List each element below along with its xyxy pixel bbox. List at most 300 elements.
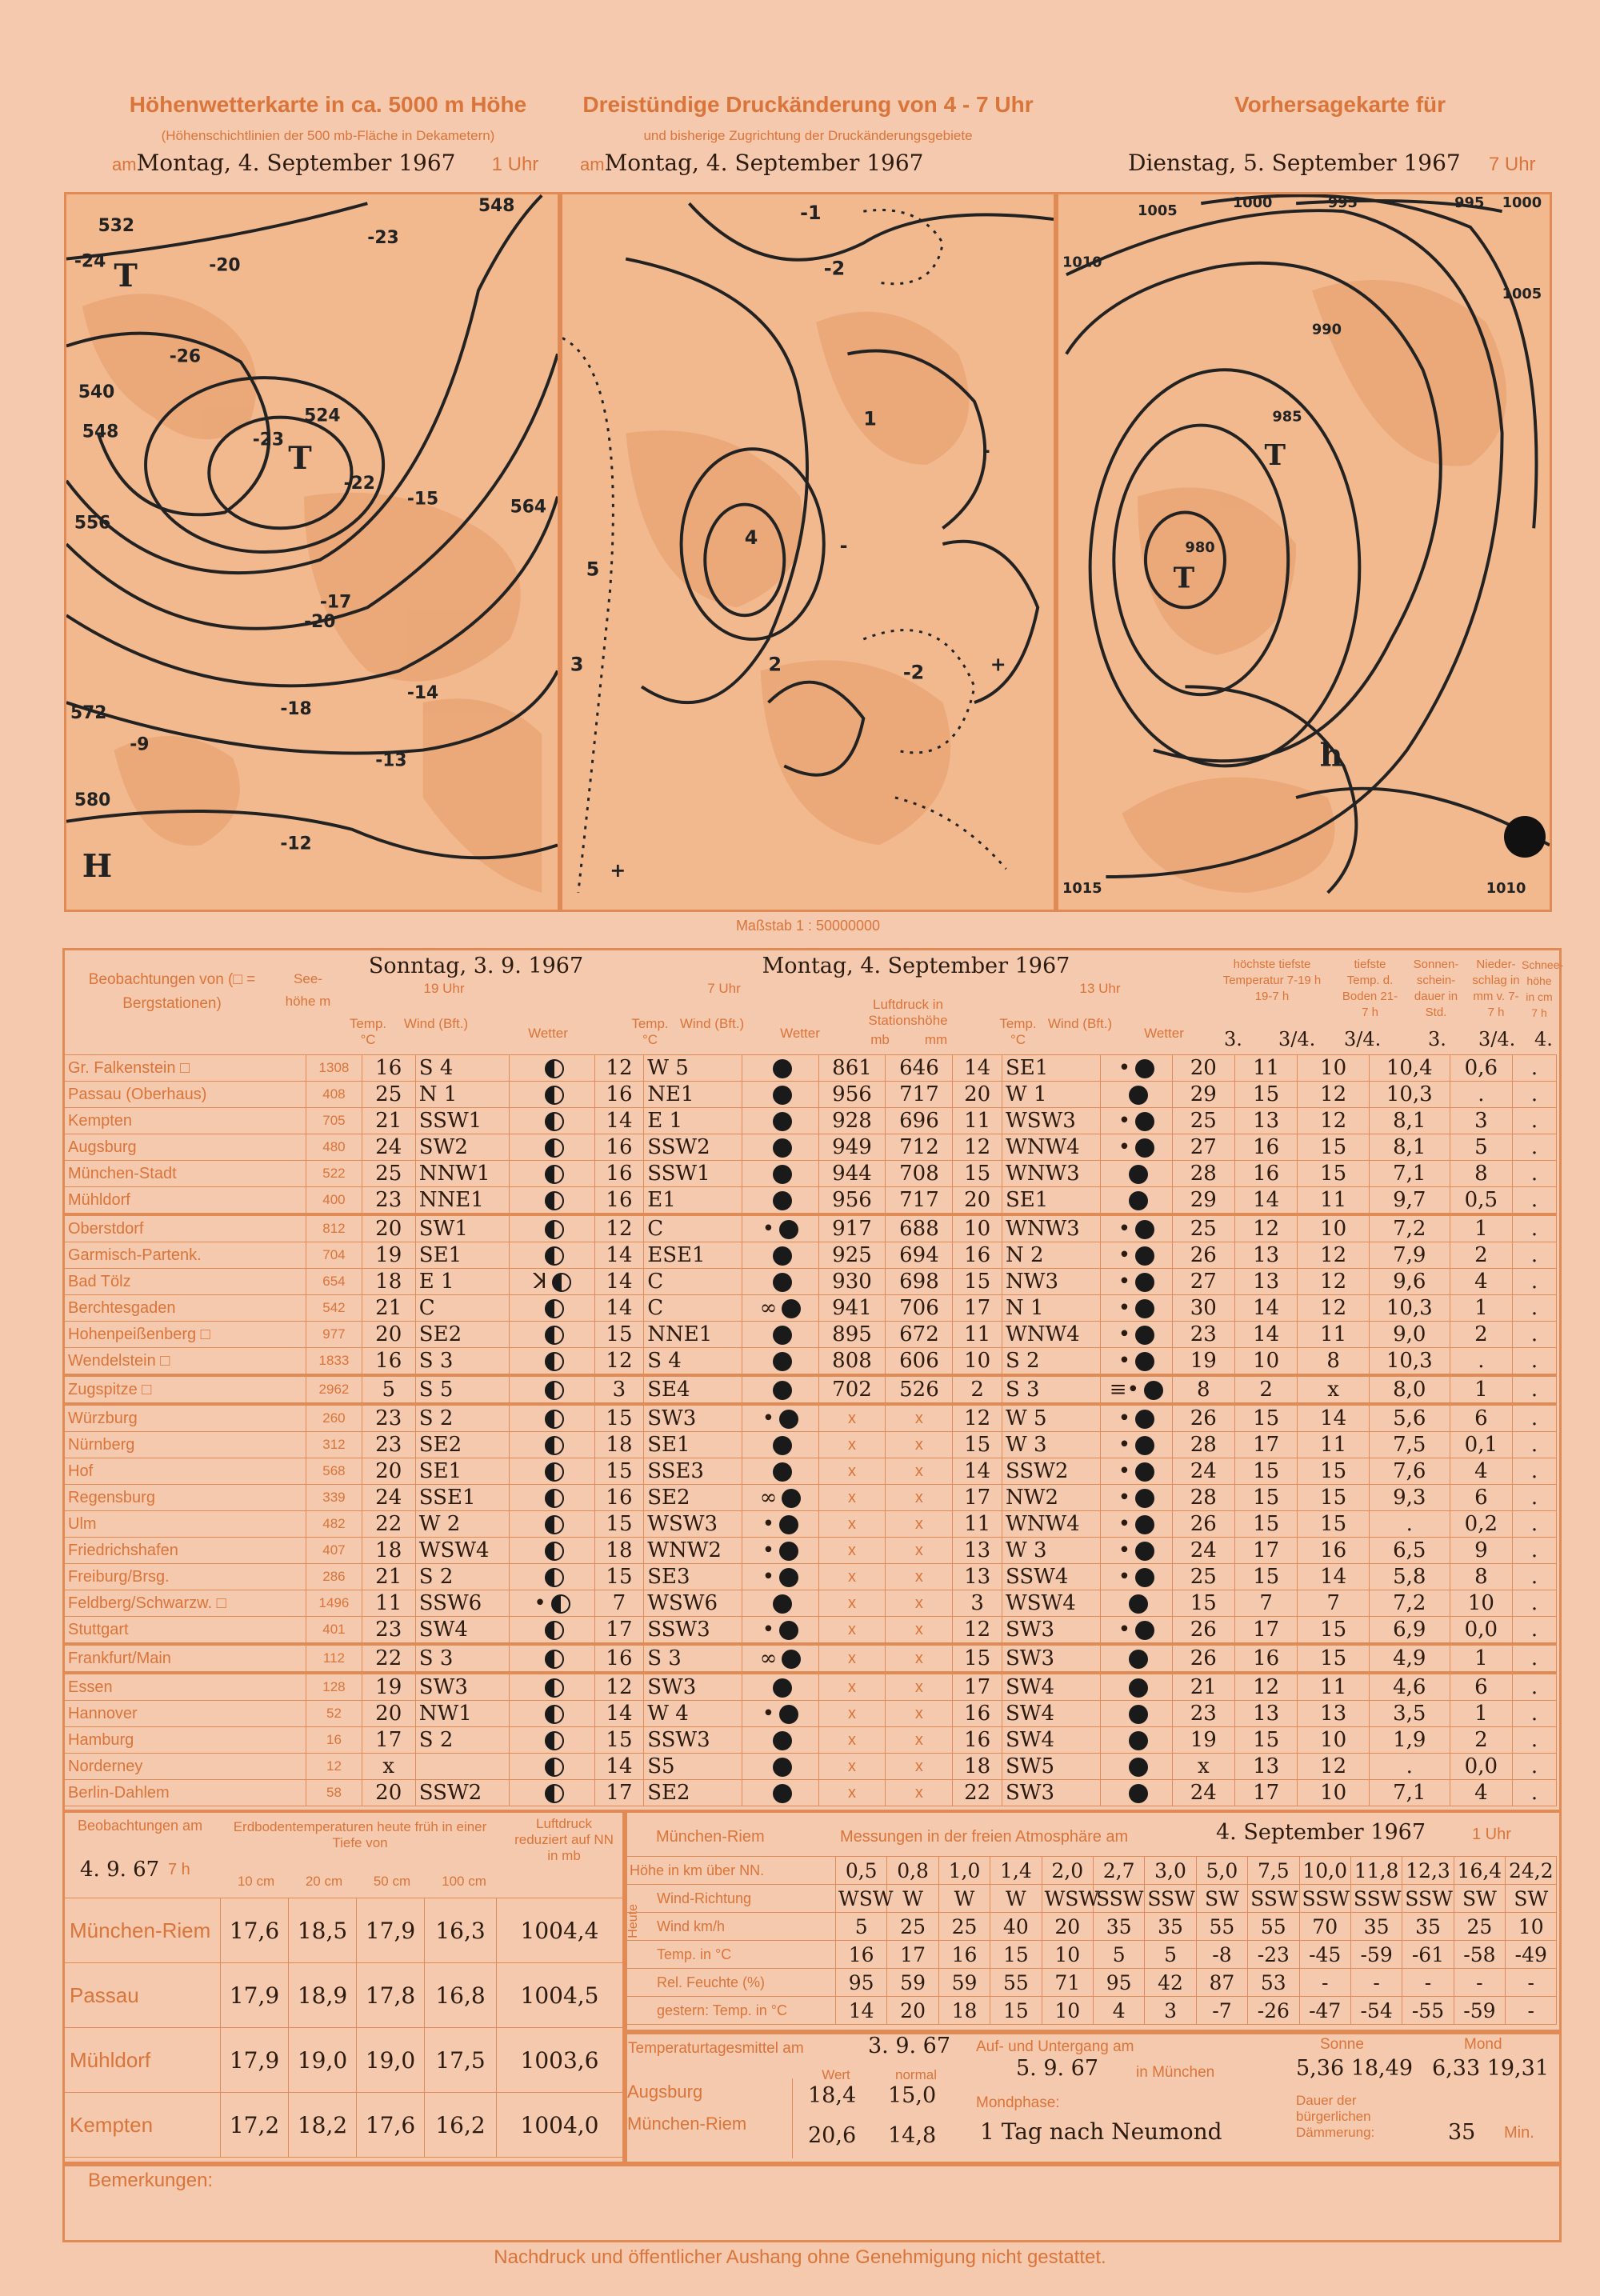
station-name-value: Hohenpeißenberg □ [68,1325,210,1343]
station-t7 [594,1055,644,1082]
soil-p: 1004,0 [497,2093,623,2158]
station-x19 [510,1214,594,1242]
station-sc [1513,1538,1557,1564]
map3-label: 1000 [1502,194,1542,212]
station-mn [1235,1644,1298,1673]
station-w19-value: SSW1 [418,1109,482,1133]
station-mb [818,1108,886,1134]
station-ni [1450,1269,1512,1295]
station-row [65,1348,1557,1376]
moon-times: 6,33 19,31 [1432,2056,1549,2081]
station-x7-value: ∞ [759,1646,778,1670]
station-t19-value: 22 [375,1512,402,1536]
station-bo-value: 15 [1320,1459,1347,1483]
station-name [65,1617,306,1645]
station-t19-value: 23 [375,1618,402,1642]
reduced-pressure-header: Luftdruck reduziert auf NN in mb [514,1816,614,1863]
station-t19-value: 25 [375,1162,402,1186]
atmos-cell: 0,8 [887,1857,938,1885]
station-mb [818,1242,886,1269]
station-w7-value: SE2 [647,1486,690,1510]
station-sc-value: . [1530,1322,1538,1346]
station-x13 [1101,1485,1173,1511]
station-w13 [1002,1458,1100,1485]
station-x13 [1101,1134,1173,1161]
station-ni-value: 1 [1474,1702,1488,1726]
map2-label: 5 [586,558,600,581]
station-so-value: 9,0 [1393,1322,1426,1346]
station-t19 [362,1701,415,1727]
station-sc-value: . [1530,1406,1538,1430]
map2-label: 1 [863,407,877,430]
station-ni [1450,1375,1512,1404]
station-so [1369,1780,1450,1806]
station-name [65,1432,306,1458]
station-h [306,1511,362,1538]
station-ni-value: 2 [1474,1243,1488,1267]
station-w7-value: C [647,1296,664,1320]
cloud-cover-icon [779,1542,798,1561]
atmos-cell: 10 [1042,1941,1093,1969]
station-t7 [594,1269,644,1295]
atmos-cell: -55 [1402,1997,1454,2025]
station-bo [1298,1269,1370,1295]
station-t7-value: 18 [606,1433,633,1457]
station-mm [886,1511,953,1538]
station-t13-value: 14 [964,1056,991,1080]
station-w7-value: S5 [647,1754,675,1778]
station-mb [818,1404,886,1432]
station-ni-value: 0,0 [1464,1618,1498,1642]
station-so-value: 6,9 [1393,1618,1426,1642]
atmos-row-label: Höhe in km über NN. [625,1857,836,1885]
day2-temp13-header: Temp. °C [999,1016,1037,1047]
station-sc-value: . [1530,1728,1538,1752]
station-t19-value: 25 [375,1082,402,1106]
station-h [306,1375,362,1404]
station-sc-value: . [1530,1243,1538,1267]
max-date: 3. [1224,1028,1242,1050]
station-mm-value: x [914,1435,923,1454]
station-sc [1513,1511,1557,1538]
station-w7-value: SE2 [647,1781,690,1805]
day1-weather-header: Wetter [528,1026,568,1041]
cloud-cover-icon [1129,1165,1148,1184]
station-x19 [510,1055,594,1082]
day1-temp-header: Temp. °C [349,1016,387,1047]
station-t7 [594,1701,644,1727]
footer-notice: Nachdruck und öffentlicher Aushang ohne Genehmigung nicht gestattet. [494,2246,1106,2268]
station-mn [1235,1727,1298,1754]
station-so-value: 8,1 [1393,1109,1426,1133]
cloud-cover-icon [545,1621,564,1640]
atmos-cell: 17 [887,1941,938,1969]
station-h [306,1432,362,1458]
atmos-cell: 59 [938,1969,990,1997]
soil-min-header: tiefste Temp. d. Boden 21-7 h [1342,958,1398,1019]
cloud-cover-icon [545,1568,564,1587]
station-w13-value: S 3 [1005,1378,1040,1402]
station-t19-value: 23 [375,1406,402,1430]
station-bo [1298,1242,1370,1269]
station-mx [1172,1161,1234,1187]
station-t19 [362,1187,415,1215]
station-h-value: 482 [322,1516,346,1531]
station-mx-value: 20 [1190,1056,1217,1080]
station-x19 [510,1485,594,1511]
station-mx [1172,1673,1234,1701]
day2-weather7-header: Wetter [780,1026,820,1041]
cloud-cover-icon [1135,1273,1154,1292]
station-mb-value: 930 [832,1270,872,1294]
station-mn [1235,1161,1298,1187]
station-so [1369,1590,1450,1617]
station-sc [1513,1673,1557,1701]
atmos-cell: 10,0 [1299,1857,1350,1885]
station-sc [1513,1590,1557,1617]
station-mx [1172,1214,1234,1242]
station-t13 [953,1269,1002,1295]
station-mb-value: x [847,1488,856,1506]
station-x13-value: • [1118,1433,1131,1457]
station-name-value: Norderney [68,1757,143,1775]
pressure-change-map [560,192,1056,912]
station-t7-value: 16 [606,1082,633,1106]
station-h [306,1644,362,1673]
station-bo [1298,1432,1370,1458]
station-t7 [594,1322,644,1348]
station-row [65,1269,1557,1295]
map1-title: Höhenwetterkarte in ca. 5000 m Höhe [129,92,527,117]
station-sc-value: . [1530,1217,1538,1241]
soil-p: 1003,6 [497,2028,623,2093]
station-mn [1235,1269,1298,1295]
station-so-value: 5,8 [1393,1565,1426,1589]
station-t7 [594,1538,644,1564]
station-x13-value: • [1118,1109,1131,1133]
station-w19-value: SSE1 [418,1486,476,1510]
station-w13 [1002,1187,1100,1215]
station-row [65,1432,1557,1458]
station-mn-value: 13 [1253,1702,1280,1726]
station-h [306,1348,362,1376]
soil-name: München-Riem [65,1898,221,1963]
station-mn [1235,1564,1298,1590]
station-h-value: 260 [322,1410,346,1426]
station-mx [1172,1511,1234,1538]
station-t13 [953,1754,1002,1780]
station-w7-value: NE1 [647,1082,694,1106]
low-symbol: T [1264,439,1286,473]
upper-air-map [64,192,560,912]
station-w19-value: W 2 [418,1512,461,1536]
station-so [1369,1108,1450,1134]
station-row [65,1108,1557,1134]
station-mm [886,1214,953,1242]
station-x19 [510,1511,594,1538]
station-mb [818,1187,886,1215]
station-mx [1172,1242,1234,1269]
station-t7 [594,1214,644,1242]
station-bo-value: 15 [1320,1486,1347,1510]
map1-label: -13 [375,750,407,771]
station-sc [1513,1295,1557,1322]
station-t13-value: 2 [970,1378,984,1402]
soil-b: 18,5 [289,1898,357,1963]
station-ni-value: 2 [1474,1322,1488,1346]
station-t7-value: 17 [606,1781,633,1805]
station-so-value: 10,3 [1386,1296,1433,1320]
station-mx [1172,1617,1234,1645]
station-mn-value: 10 [1253,1349,1280,1373]
observation-header [64,952,1564,1052]
station-mx [1172,1295,1234,1322]
cloud-cover-icon [545,1112,564,1131]
station-row [65,1295,1557,1322]
station-name [65,1108,306,1134]
station-mm [886,1055,953,1082]
station-ni [1450,1108,1512,1134]
station-x19 [510,1134,594,1161]
station-t7-value: 12 [606,1056,633,1080]
station-x19 [510,1242,594,1269]
station-bo-value: 14 [1320,1565,1347,1589]
station-mx [1172,1055,1234,1082]
station-w13-value: WSW3 [1005,1109,1076,1133]
station-t7 [594,1082,644,1108]
map1-label: 524 [304,406,341,426]
station-t13-value: 10 [964,1217,991,1241]
station-t19-value: 22 [375,1646,402,1670]
station-so [1369,1644,1450,1673]
station-t7-value: 12 [606,1217,633,1241]
station-t13 [953,1673,1002,1701]
cloud-cover-icon [1129,1191,1148,1210]
atmos-cell: W [938,1885,990,1913]
station-w19-value: SW3 [418,1675,468,1699]
station-ni [1450,1485,1512,1511]
station-t7 [594,1187,644,1215]
station-w13-value: NW2 [1005,1486,1058,1510]
station-mb [818,1269,886,1295]
station-t7 [594,1644,644,1673]
station-w19-value: NNW1 [418,1162,490,1186]
twilight-unit: Min. [1504,2124,1534,2142]
atmos-cell: -8 [1196,1941,1247,1969]
station-name [65,1242,306,1269]
station-x13 [1101,1055,1173,1082]
station-sc [1513,1322,1557,1348]
station-name-value: Berlin-Dahlem [68,1783,170,1802]
station-mb-value: x [847,1594,856,1612]
station-mx-value: 15 [1190,1591,1217,1615]
mean-temp-label: Temperaturtagesmittel am [628,2040,804,2057]
station-ni-value: 8 [1474,1162,1488,1186]
station-sc-value: . [1530,1378,1538,1402]
station-bo [1298,1511,1370,1538]
cloud-cover-icon [773,1165,792,1184]
station-mx-value: 27 [1190,1270,1217,1294]
station-so [1369,1269,1450,1295]
station-w19 [415,1322,510,1348]
station-t19-value: 23 [375,1188,402,1212]
station-sc [1513,1082,1557,1108]
station-w19-value: S 3 [418,1349,454,1373]
map1-label: 572 [70,702,107,723]
atmos-cell: 5 [1093,1941,1144,1969]
station-sc [1513,1727,1557,1754]
station-t19-value: 21 [375,1109,402,1133]
station-mx [1172,1727,1234,1754]
cloud-cover-icon [1129,1086,1148,1105]
station-t19-value: 20 [375,1217,402,1241]
station-mn-value: 13 [1253,1243,1280,1267]
station-mm [886,1538,953,1564]
station-t19-value: x [382,1754,395,1778]
station-mm-value: 717 [899,1188,939,1212]
station-bo [1298,1538,1370,1564]
soil-d: 17,5 [425,2028,497,2093]
station-mx [1172,1187,1234,1215]
cloud-cover-icon [1129,1678,1148,1698]
station-t13-value: 20 [964,1082,991,1106]
station-t13 [953,1727,1002,1754]
station-bo-value: 11 [1320,1188,1347,1212]
station-w13-value: SW3 [1005,1781,1055,1805]
soil-obs-label: Beobachtungen am [77,1818,203,1834]
augsburg-mean: 18,4 [808,2083,857,2108]
atmos-cell: 16 [836,1941,887,1969]
mean-values-divider [792,2078,953,2158]
station-mm [886,1432,953,1458]
station-w7 [644,1458,742,1485]
station-bo [1298,1134,1370,1161]
station-t19 [362,1644,415,1673]
day2-header: Montag, 4. September 1967 [762,954,1070,978]
station-w19 [415,1134,510,1161]
station-x13 [1101,1375,1173,1404]
station-sc-value: . [1530,1512,1538,1536]
station-h-value: 2962 [318,1382,350,1397]
station-mm-value: 717 [899,1082,939,1106]
station-name-value: Nürnberg [68,1435,135,1454]
station-mx-value: 30 [1190,1296,1217,1320]
station-x13-value: • [1118,1512,1131,1536]
cloud-cover-icon [545,1191,564,1210]
station-x7-value: • [762,1512,775,1536]
station-so-value: 4,6 [1393,1675,1426,1699]
map1-label: 532 [98,215,135,236]
station-mn-value: 16 [1253,1135,1280,1159]
station-name-value: Hannover [68,1704,138,1722]
station-t19 [362,1485,415,1511]
station-w19 [415,1404,510,1432]
station-x13 [1101,1432,1173,1458]
station-mx [1172,1134,1234,1161]
cloud-cover-icon [773,1326,792,1345]
station-w13-value: SE1 [1005,1188,1049,1212]
station-x7 [742,1082,818,1108]
station-bo [1298,1780,1370,1806]
station-t19-value: 19 [375,1675,402,1699]
station-w13-value: W 1 [1005,1082,1047,1106]
station-w19 [415,1375,510,1404]
station-x13-value: • [1118,1618,1131,1642]
station-w13-value: WNW3 [1005,1217,1080,1241]
station-t13 [953,1187,1002,1215]
station-w13 [1002,1322,1100,1348]
station-w19 [415,1673,510,1701]
station-t13 [953,1082,1002,1108]
cloud-cover-icon [545,1326,564,1345]
soil-header [64,1811,622,1895]
station-ni [1450,1082,1512,1108]
station-x7 [742,1458,818,1485]
station-mb-value: x [847,1757,856,1775]
station-sc-value: . [1530,1486,1538,1510]
station-mx-value: 24 [1190,1459,1217,1483]
station-sc [1513,1375,1557,1404]
station-bo-value: 12 [1320,1243,1347,1267]
station-bo [1298,1727,1370,1754]
station-name [65,1780,306,1806]
station-t13-value: 15 [964,1162,991,1186]
station-ni-value: . [1478,1349,1485,1373]
station-mm-value: x [914,1783,923,1802]
station-t7-value: 14 [606,1270,633,1294]
station-mx-value: 28 [1190,1162,1217,1186]
cloud-cover-icon [1129,1731,1148,1750]
station-x13-value: • [1118,1565,1131,1589]
atmos-cell: 24,2 [1506,1857,1557,1885]
station-name [65,1322,306,1348]
map1-label: 540 [78,382,115,402]
map1-label: -26 [169,346,202,367]
station-bo-value: 7 [1326,1591,1340,1615]
atmos-cell: 15 [990,1941,1042,1969]
station-t7-value: 15 [606,1512,633,1536]
atmos-cell: -47 [1299,1997,1350,2025]
station-w13 [1002,1082,1100,1108]
station-mx-value: 26 [1190,1512,1217,1536]
station-mn [1235,1295,1298,1322]
station-x19 [510,1617,594,1645]
station-w19-value: WSW4 [418,1538,490,1562]
muenchen-riem-label: München-Riem [627,2114,747,2134]
station-so-value: 7,9 [1393,1243,1426,1267]
station-w19 [415,1348,510,1376]
map1-dateline [112,150,538,176]
station-ni [1450,1727,1512,1754]
map1-label: 580 [74,790,111,810]
station-x13 [1101,1214,1173,1242]
cloud-cover-icon [545,1246,564,1266]
station-h-value: 1833 [318,1353,350,1368]
station-so-value: 7,6 [1393,1459,1426,1483]
station-mn [1235,1432,1298,1458]
station-mx-value: 29 [1190,1082,1217,1106]
station-x13-value: • [1118,1270,1131,1294]
station-mn [1235,1404,1298,1432]
atmos-cell: WSW [836,1885,887,1913]
soil-b: 18,2 [289,2093,357,2158]
station-bo-value: 14 [1320,1406,1347,1430]
atmos-cell: SW [1196,1885,1247,1913]
atmos-cell: - [1454,1969,1505,1997]
station-x19 [510,1458,594,1485]
station-h-value: 654 [322,1274,346,1289]
station-bo-value: 10 [1320,1728,1347,1752]
